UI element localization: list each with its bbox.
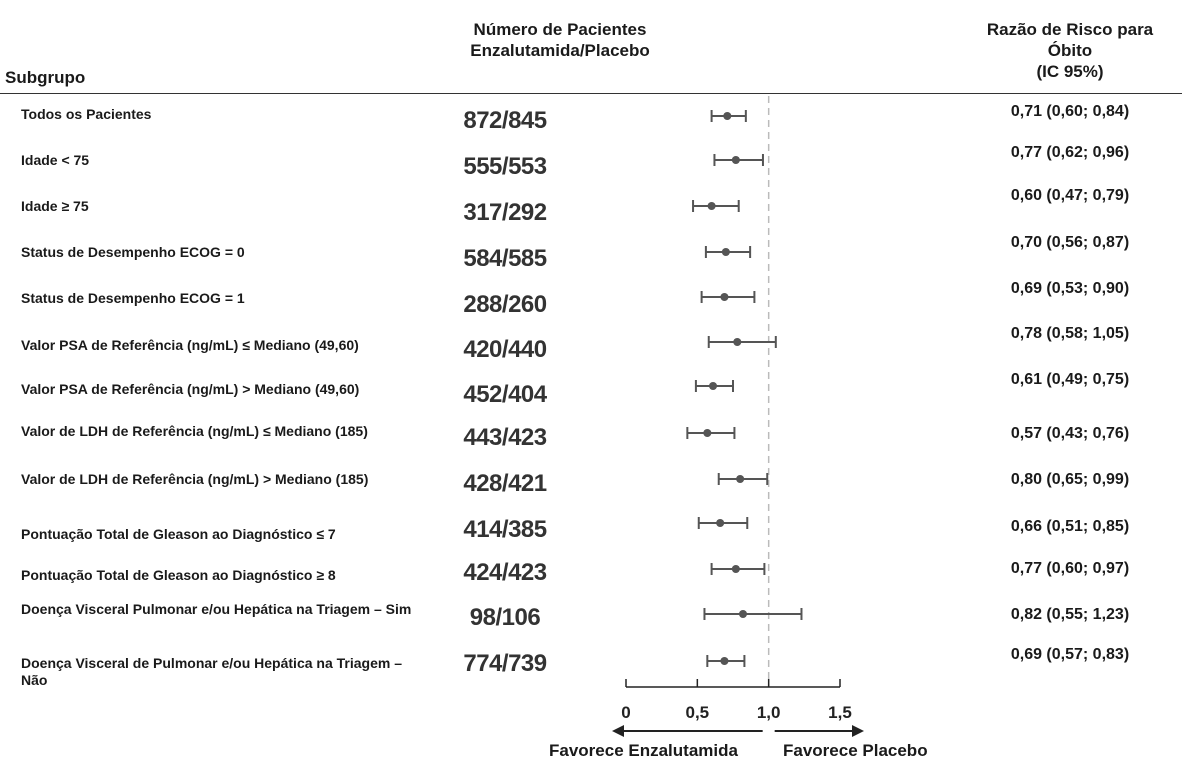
ci-marker: [704, 608, 801, 620]
hazard-ratio-value: 0,77 (0,60; 0,97): [1010, 560, 1130, 577]
subgroup-label: Status de Desempenho ECOG = 1: [21, 290, 245, 306]
hazard-ratio-value: 0,80 (0,65; 0,99): [1010, 471, 1130, 488]
hazard-ratio-header-line2: Óbito: [1047, 41, 1093, 60]
patient-count: 414/385: [463, 516, 547, 543]
hazard-ratio-value: 0,82 (0,55; 1,23): [1010, 606, 1130, 623]
ci-marker: [714, 154, 763, 166]
x-tick-label: 0,5: [685, 703, 710, 722]
patients-header-line1: Número de Pacientes: [473, 20, 647, 39]
hr-point: [733, 338, 741, 346]
hr-point: [739, 610, 747, 618]
hr-point: [703, 429, 711, 437]
x-tick-label: 1,5: [828, 703, 852, 722]
hazard-ratio-value: 0,66 (0,51; 0,85): [1010, 518, 1130, 535]
subgroup-label: Todos os Pacientes: [21, 106, 152, 122]
patient-count: 317/292: [463, 199, 547, 226]
ci-marker: [687, 427, 734, 439]
subgroup-label: Pontuação Total de Gleason ao Diagnóstico ≤ 7: [21, 526, 336, 542]
patient-count: 555/553: [463, 153, 547, 180]
hr-point: [720, 293, 728, 301]
hazard-ratio-value: 0,78 (0,58; 1,05): [1010, 325, 1130, 342]
patient-count: 428/421: [463, 470, 547, 497]
patient-count: 774/739: [463, 650, 547, 677]
patient-count: 288/260: [463, 291, 547, 318]
favors-right-arrowhead: [852, 725, 864, 737]
subgroup-label: Valor de LDH de Referência (ng/mL) > Mediano (185): [21, 471, 369, 487]
subgroup-label: Valor PSA de Referência (ng/mL) ≤ Mediano (49,60): [21, 337, 359, 353]
subgroup-label: Doença Visceral Pulmonar e/ou Hepática na Triagem – Sim: [21, 601, 412, 617]
hr-point: [732, 565, 740, 573]
hazard-ratio-value: 0,70 (0,56; 0,87): [1010, 234, 1130, 251]
hazard-ratio-value: 0,57 (0,43; 0,76): [1010, 425, 1130, 442]
x-tick-label: 0: [621, 703, 631, 722]
patient-count: 420/440: [463, 336, 547, 363]
ci-marker: [719, 473, 768, 485]
hr-point: [716, 519, 724, 527]
hr-point: [720, 657, 728, 665]
hr-point: [722, 248, 730, 256]
ci-marker: [693, 200, 739, 212]
hazard-ratio-value: 0,60 (0,47; 0,79): [1010, 187, 1130, 204]
hazard-ratio-header-line3: (IC 95%): [1036, 62, 1104, 81]
patient-count: 584/585: [463, 245, 547, 272]
ci-marker: [706, 246, 750, 258]
subgroup-label: Doença Visceral de Pulmonar e/ou Hepática na Triagem – Não: [21, 655, 403, 688]
patient-count: 98/106: [469, 604, 541, 631]
subgroup-label: Status de Desempenho ECOG = 0: [21, 244, 245, 260]
subgroup-label: Pontuação Total de Gleason ao Diagnóstico ≥ 8: [21, 567, 336, 583]
subgroup-label: Idade ≥ 75: [21, 198, 89, 214]
hr-point: [723, 112, 731, 120]
subgroup-label: Valor PSA de Referência (ng/mL) > Mediano (49,60): [21, 381, 360, 397]
subgroup-label: Valor de LDH de Referência (ng/mL) ≤ Mediano (185): [21, 423, 368, 439]
ci-marker: [712, 563, 765, 575]
subgroup-label: Idade < 75: [21, 152, 90, 168]
subgroup-header: Subgrupo: [5, 68, 86, 87]
patient-count: 424/423: [463, 559, 547, 586]
patient-count: 452/404: [463, 381, 547, 408]
hazard-ratio-value: 0,61 (0,49; 0,75): [1010, 371, 1130, 388]
ci-marker: [709, 336, 776, 348]
hazard-ratio-header-line1: Razão de Risco para: [986, 20, 1154, 39]
patient-count: 443/423: [463, 424, 547, 451]
hazard-ratio-value: 0,71 (0,60; 0,84): [1010, 103, 1130, 120]
hazard-ratio-value: 0,69 (0,57; 0,83): [1010, 646, 1130, 663]
favors-enzalutamide-label: Favorece Enzalutamida: [549, 741, 738, 760]
hr-point: [732, 156, 740, 164]
ci-marker: [699, 517, 748, 529]
x-tick-label: 1,0: [756, 703, 781, 722]
ci-marker: [712, 110, 746, 122]
ci-marker: [702, 291, 755, 303]
hr-point: [736, 475, 744, 483]
hr-point: [709, 382, 717, 390]
patients-header-line2: Enzalutamida/Placebo: [470, 41, 650, 60]
favors-left-arrowhead: [612, 725, 624, 737]
patient-count: 872/845: [463, 107, 547, 134]
hazard-ratio-value: 0,69 (0,53; 0,90): [1010, 280, 1130, 297]
ci-marker: [707, 655, 744, 667]
ci-marker: [696, 380, 733, 392]
hr-point: [708, 202, 716, 210]
favors-placebo-label: Favorece Placebo: [783, 741, 928, 760]
hazard-ratio-value: 0,77 (0,62; 0,96): [1010, 144, 1130, 161]
